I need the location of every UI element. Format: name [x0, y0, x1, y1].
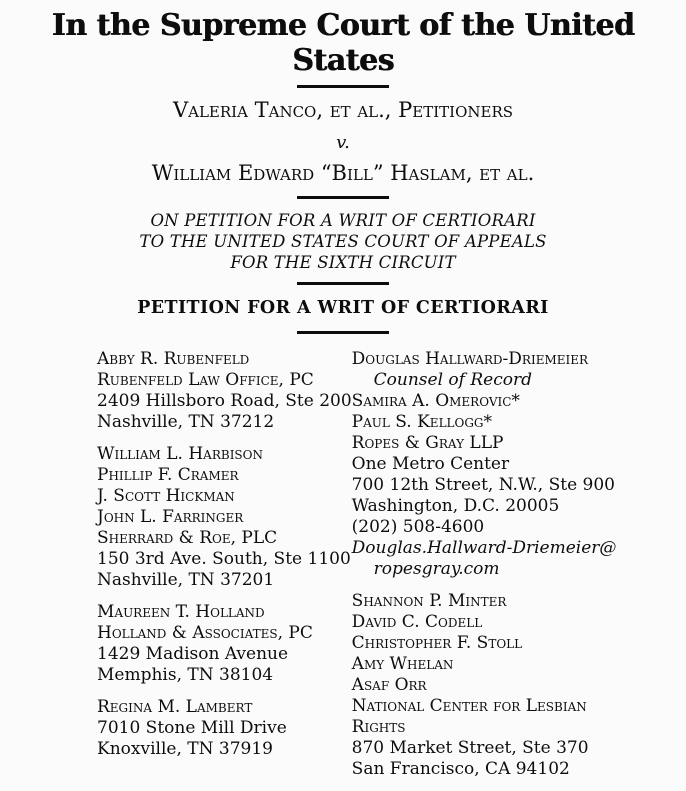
counsel-block-ropes-gray [352, 349, 666, 580]
section-divider [297, 85, 389, 88]
counsel-block-sherrard-roe [97, 444, 352, 591]
counsel-address: 7010 Stone Mill Drive [97, 718, 287, 738]
counsel-name: William L. Harbison [97, 444, 263, 464]
counsel-left-column [97, 349, 352, 791]
counsel-address: 1429 Madison Avenue [97, 644, 289, 664]
counsel-block-rubenfeld [97, 349, 352, 433]
counsel-address: Washington, D.C. 20005 [351, 496, 560, 516]
counsel-address: Knoxville, TN 37919 [97, 739, 273, 759]
counsel-address: 700 12th Street, N.W., Ste 900 [351, 475, 615, 495]
petitioners-line: Valeria Tanco, et al., Petitioners [172, 98, 514, 122]
counsel-name: Maureen T. Holland [97, 602, 265, 622]
counsel-email-line-1: Douglas.Hallward-Driemeier@ [351, 538, 617, 558]
counsel-name: Samira A. Omerovic* [351, 391, 520, 411]
counsel-address: 150 3rd Ave. South, Ste 1100 [97, 549, 351, 569]
respondents-line: William Edward “Bill” Haslam, et al. [151, 161, 535, 185]
counsel-address: Nashville, TN 37201 [97, 570, 275, 590]
counsel-firm: Ropes & Gray LLP [351, 433, 504, 453]
counsel-org: National Center for Lesbian [351, 696, 587, 716]
counsel-name: Paul S. Kellogg* [351, 412, 493, 432]
counsel-address: One Metro Center [351, 454, 510, 474]
counsel-name: David C. Codell [351, 612, 483, 632]
counsel-firm: Rubenfeld Law Office, PC [97, 370, 314, 390]
counsel-firm: Sherrard & Roe, PLC [97, 528, 278, 548]
origin-line-1: ON PETITION FOR A WRIT OF CERTIORARI [150, 211, 536, 230]
counsel-name: J. Scott Hickman [97, 486, 235, 506]
origin-line-2: TO THE UNITED STATES COURT OF APPEALS [139, 232, 547, 251]
counsel-name: Abby R. Rubenfeld [97, 349, 250, 369]
counsel-name: Shannon P. Minter [351, 591, 507, 611]
counsel-address: 870 Market Street, Ste 370 [351, 738, 589, 758]
counsel-name: Douglas Hallward-Driemeier [351, 349, 589, 369]
counsel-address: 2409 Hillsboro Road, Ste 200 [97, 391, 352, 411]
counsel-block-nclr [352, 591, 666, 780]
court-title: In the Supreme Court of the United States [51, 8, 635, 78]
certiorari-origin [0, 210, 686, 273]
counsel-name: Asaf Orr [351, 675, 427, 695]
counsel-phone: (202) 508-4600 [351, 517, 485, 537]
origin-line-3: FOR THE SIXTH CIRCUIT [230, 253, 456, 272]
counsel-address: San Francisco, CA 94102 [351, 759, 570, 779]
section-divider [297, 282, 389, 285]
counsel-listing [0, 349, 686, 791]
counsel-of-record-label: Counsel of Record [373, 370, 532, 390]
counsel-right-column [352, 349, 666, 791]
counsel-address: Memphis, TN 38104 [97, 665, 274, 685]
counsel-name: John L. Farringer [97, 507, 244, 527]
counsel-name: Phillip F. Cramer [97, 465, 239, 485]
section-divider [297, 196, 389, 199]
counsel-name: Regina M. Lambert [97, 697, 253, 717]
counsel-address: Nashville, TN 37212 [97, 412, 275, 432]
versus-line: v. [336, 132, 350, 153]
counsel-block-lambert [97, 697, 352, 760]
counsel-name: Christopher F. Stoll [351, 633, 523, 653]
petition-heading: PETITION FOR A WRIT OF CERTIORARI [137, 298, 549, 318]
counsel-name: Amy Whelan [351, 654, 454, 674]
counsel-block-holland [97, 602, 352, 686]
section-divider [297, 331, 389, 334]
counsel-email-line-2: ropesgray.com [373, 559, 500, 579]
counsel-firm: Holland & Associates, PC [97, 623, 313, 643]
counsel-org: Rights [351, 717, 406, 737]
